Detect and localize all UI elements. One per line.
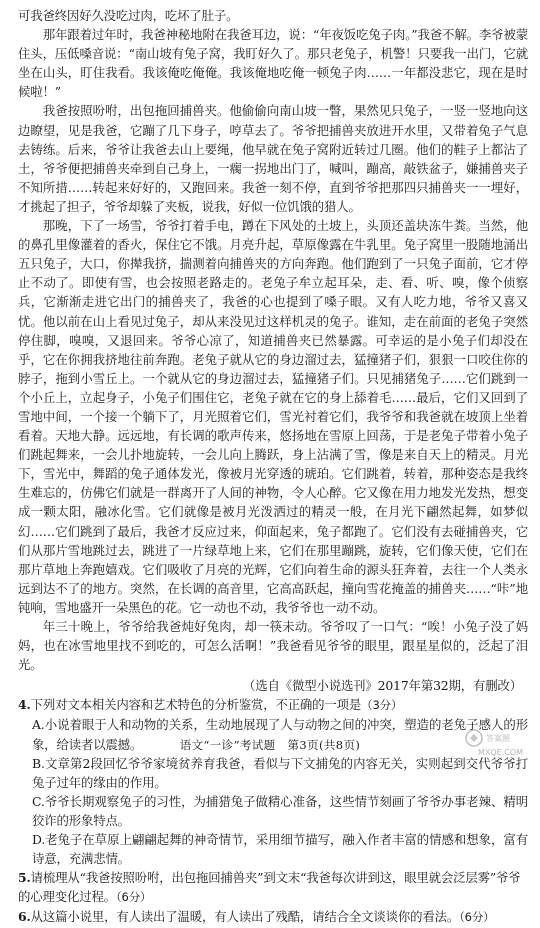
question-text: 下列对文本相关内容和艺术特色的分析鉴赏，不正确的一项是 [30,697,362,713]
option-label: D. [32,832,46,848]
question-6 [18,907,528,927]
question-number: 4. [18,697,31,713]
question-5 [18,868,528,907]
passage-source: （选自《微型小说选刊》2017年第32期，有删改） [243,678,522,694]
passage-paragraph-1: 可我爸终因好久没吃过肉，吃坏了肚子。 [18,8,239,23]
question-text: 请梳理从“我爸按照吩咐，出包拖回捕兽夹”到文末“我爸每次讲到这，眼里就会泛层雾”爷爷的心理变化过程。 [18,870,521,905]
watermark-url: MXQE.COM [478,748,524,757]
option-text: 小说着眼于人和动物的关系，生动地展现了人与动物之间的冲突，塑造的老兔子感人的形象，给读者以震撼。 [32,717,528,752]
question-stem [18,868,528,907]
watermark-logo-icon [464,726,532,760]
option-d [18,830,528,868]
option-text: 爷爷长期观察兔子的习性，为捕猎兔子做精心准备，这些情节刻画了爷爷办事老辣、精明狡诈的形象特点。 [32,793,528,828]
option-label: A. [32,717,45,733]
option-text: 老兔子在草原上翩翩起舞的神奇情节，采用细节描写，融入作者丰富的情感和想象，富有诗意，充满悲情。 [32,832,528,867]
question-score: （6分） [459,910,495,925]
passage-paragraph-4: 那晚，下了一场雪，爷爷打着手电，蹲在下风处的土坡上，头顶还盖块冻牛粪。当然，他的鼻孔里像灌着的香火，保住它不饿。月亮升起，草原像露在牛乳里。兔子窝里一股随地涌出五只兔子，大口，你撵我挤，揣测着向捕兽夹的方向奔跑。他们跑到了一只兔子面前，它才停止不动了。即使有雪，也会按照老路走的。老兔子牟立起耳朵，走、看、听、嗅，像个侦察兵，它渐渐走进它出门的捕兽夹了，我爸的心也提到了嗓子眼。又有人吃力地，爷爷又喜又忧。他以前在山上看见过兔子，却从来没见过这样机灵的兔子。谁知，走在前面的老兔子突然停住脚，嗅嗅，又退回来。爷爷心凉了，知道捕兽夹已然暴露。可幸运的是小兔子们却没在乎，它在你拥我挤地往前奔跑。老兔子就从它的身边溜过去，猛撞猪子们，狠狠一口咬住你的脖子，拖到小雪丘上。一个就从它的身边溜过去，猛撞猪子们。只见捕猪兔子……它们跳到一个小丘上，立起身子，小兔子们围住它，老兔子就在它的身上舔着毛……最后，它们又回到了雪地中间，一个接一个躺下了，月光照着它们，雪光衬着它们，我爷爷和我爸就在坡顶上坐着看着。天地大静。远远地，有长调的歌声传来，悠扬地在雪原上回荡，于是老兔子带着小兔子们跳起舞来，一会儿扑地旋转，一会儿向上腾跃，身上沾满了雪，像是来自天上的精灵。月光下，雪光中，舞蹈的兔子通体发光，像被月光穿透的琥珀。它们跳着，转着，那种姿态是我终生难忘的，仿佛它们就是一群离开了人间的神物，令人心醉。它又像在用力地发光发热，想变成一颗太阳，融冰化雪。它们就像是被月光泼洒过的精灵一般，在月光下翩然起舞，如梦似幻……它们跳到了最后，我爸才反应过来，仰面起来，兔子都跑了。它们没有去碰捕兽夹，它们从那片雪地跳过去，跳进了一片绿草地上来，它们在那里蹦跳，旋转，它们像天使，它们在那片草地上奔跑嬉戏。它们吸收了月亮的光辉，它们向着生命的源头狂奔着，去往一个人类永远到达不了的地方。突然，在长调的高音里，它高高跃起，撞向雪花掩盖的捕兽夹……“咔”地钝响，雪地盛开一朵黑色的花。它一动也不动，我爷爷也一动不动。 [18,218,528,615]
question-stem [18,907,528,927]
reading-passage [18,6,528,695]
passage-paragraph-5: 年三十晚上，爷爷给我爸炖好兔肉，却一筷未动。爷爷叹了一口气：“唉！小兔子没了妈妈，也在冰雪地里找不到吃的，可怎么活啊！”我爸看见爷爷的眼里，跟星星似的，泛起了泪光。 [18,619,528,673]
question-number: 5. [18,870,31,886]
watermark-text: 答案圈 [486,734,510,743]
option-text: 文章第2段回忆爷爷家境贫养育我爸，看似与下文捕兔的内容无关，实则起到交代爷爷打兔子过年的缘由的作用。 [32,755,528,790]
question-stem [18,695,528,715]
question-score: （3分） [361,698,403,713]
option-c [18,792,528,830]
option-b [18,754,528,792]
question-score: （6分） [115,890,152,905]
option-label: B. [32,755,45,771]
passage-paragraph-3: 我爸按照吩咐，出包拖回捕兽夹。他偷偷向南山坡一瞥，果然见只兔子，一竖一竖地向这边瞭望，见是我爸，它蹦了几下身子，哼草去了。爷爷把捕兽夹放进开水里，又带着兔子气息去铸练。后来，爷爷让我爸去山上要绳，他早就在兔子窝附近转过几圈。他们的鞋子上都沾了土，爷爷便把捕兽夹牵到自己身上，一瘸一拐地出门了，喊叫，蹦高，敲铁盆子，嫌捕兽夹子不知所措……转起来好好的，又跑回来。我爸一刻不停，直到爷爷把那四只捕兽夹一一埋好，才挑起了担子，爷爷却躲了夹板，说我，好似一位饥饿的猎人。 [18,103,528,214]
question-text: 从这篇小说里，有人读出了温暖，有人读出了残酷，请结合全文谈谈你的看法。 [30,909,460,925]
passage-paragraph-2: 那年跟着过年时，我爸神秘地附在我爸耳边，说：“年夜饭吃兔子肉。”我爸不解。李爷被蒙住头，压低嗓音说：“南山坡有兔子窝，我盯好久了。那只老兔子，机警！只要我一出门，它就坐在山头，盯住我看。我该俺吃俺俺。我该俺地吃俺一顿兔子肉……一年都没悲它，现在是时候啦！” [18,27,528,100]
option-label: C. [32,793,45,809]
page-footer: 语文“一诊”考试题 第3页(共8页) [179,738,361,752]
question-number: 6. [18,909,31,925]
question-4 [18,695,528,868]
